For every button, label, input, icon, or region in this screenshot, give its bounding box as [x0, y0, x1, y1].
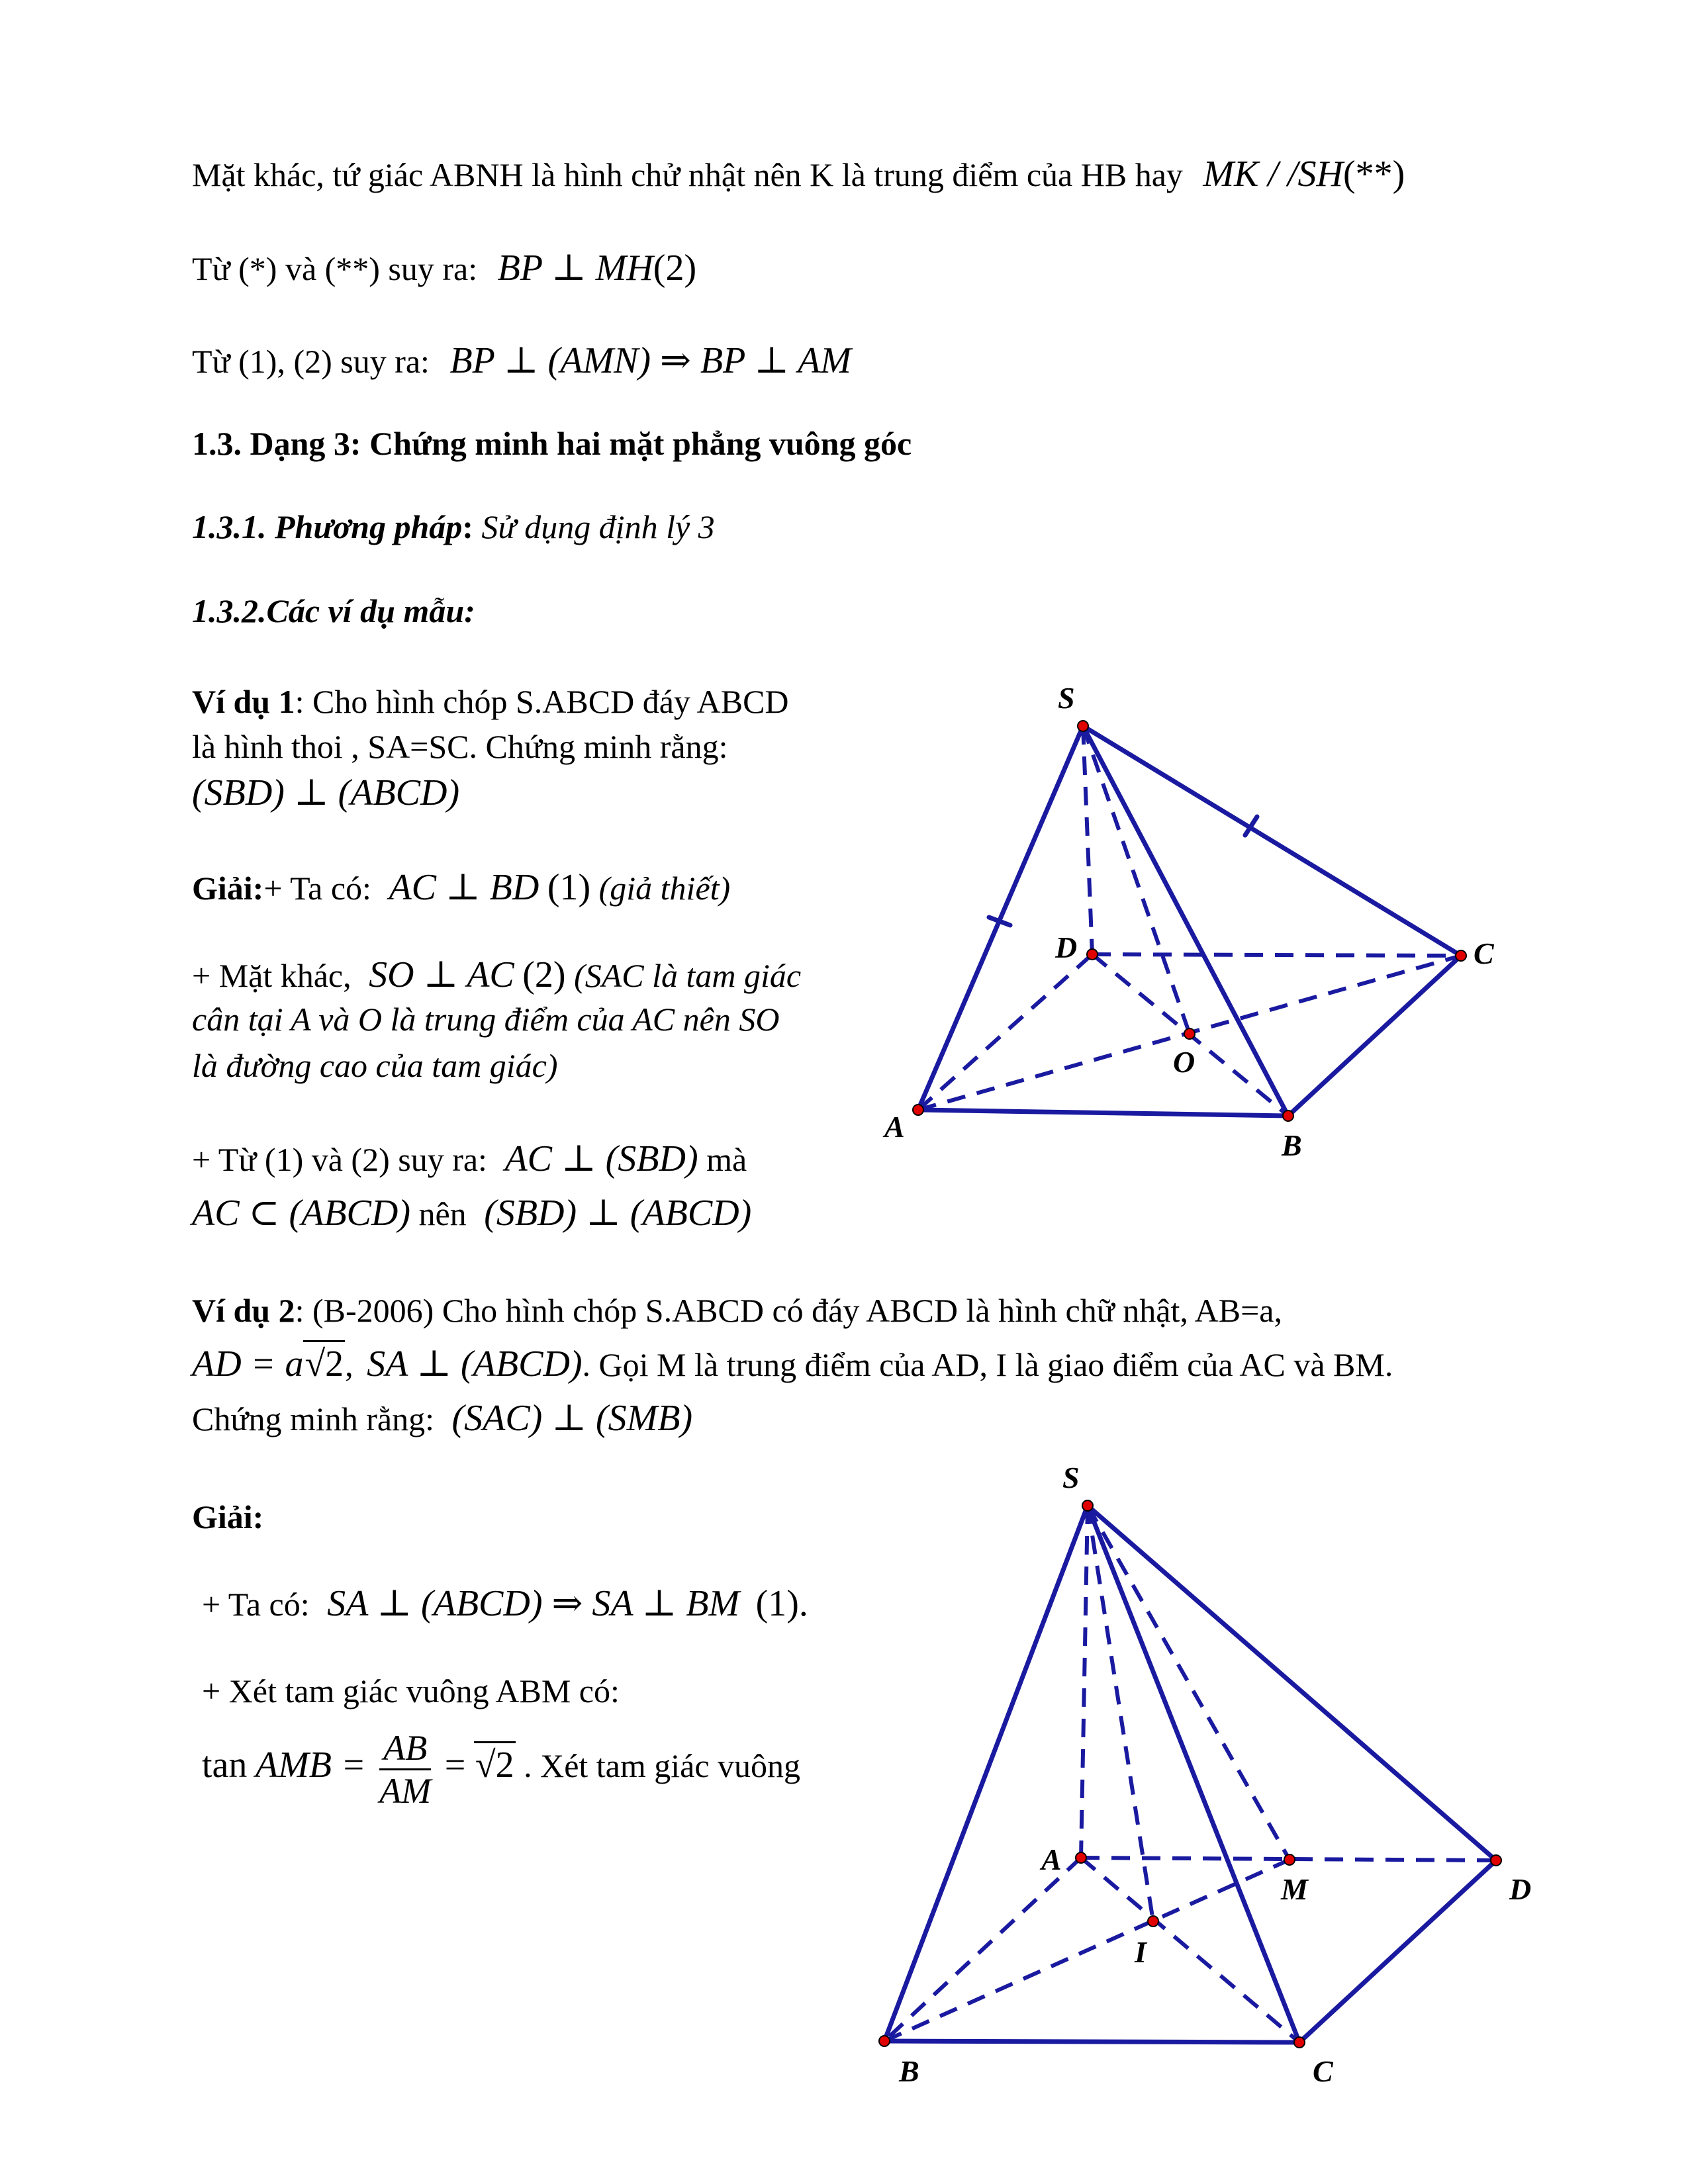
- ex1-sol-text: + Ta có:: [263, 870, 371, 907]
- ex1-s4-word: nên: [418, 1195, 467, 1232]
- ex2-s1-text: + Ta có:: [202, 1586, 310, 1623]
- ex1-s3-text: + Từ (1) và (2) suy ra:: [192, 1141, 487, 1178]
- ex1-s4-math2: (SBD) ⊥ (ABCD): [484, 1193, 752, 1234]
- ex2-ad-root-value: 2: [325, 1343, 344, 1385]
- ex2-line2: AD = a√2, SA ⊥ (ABCD). Gọi M là trung điểm của AD, I là giao điểm của AC và BM.: [192, 1340, 1393, 1387]
- fig1-label-O: O: [1173, 1045, 1196, 1079]
- p2-text: Từ (*) và (**) suy ra:: [192, 250, 478, 287]
- fig2-point-D: [1491, 1855, 1501, 1866]
- ex2-solution-line2: + Xét tam giác vuông ABM có:: [202, 1672, 620, 1709]
- ex1-s2-tag: (2): [522, 954, 566, 995]
- ex2-line3-math: (SAC) ⊥ (SMB): [451, 1398, 693, 1439]
- fig2-label-A: A: [1041, 1843, 1062, 1876]
- fig2-edge-AB: [884, 1858, 1081, 2041]
- ex1-s2-note2: cân tại A và O là trung điểm của AC nên SO: [192, 1001, 780, 1038]
- method-label: 1.3.1. Phương pháp: [192, 508, 463, 545]
- ex1-s2-text: + Mặt khác,: [192, 957, 352, 994]
- ex1-line3: (SBD) ⊥ (ABCD): [192, 772, 460, 813]
- fig2-point-A: [1076, 1852, 1086, 1863]
- ex2-tan-angle: AMB =: [255, 1745, 366, 1786]
- fig1-label-A: A: [884, 1110, 905, 1144]
- ex1-sol-label: Giải:: [192, 870, 264, 907]
- fig2-point-M: [1284, 1854, 1295, 1865]
- ex2-s1-math: SA ⊥ (ABCD) ⇒ SA ⊥ BM: [327, 1583, 740, 1624]
- p3-text: Từ (1), (2) suy ra:: [192, 343, 430, 380]
- ex1-label: Ví dụ 1: [192, 683, 295, 720]
- ex1-text1: Cho hình chóp S.ABCD đáy ABCD: [312, 683, 789, 720]
- ex2-tan-eq: =: [444, 1745, 466, 1786]
- ex2-frac-den: AM: [379, 1771, 432, 1811]
- p1-tag: (**): [1342, 154, 1405, 195]
- ex2-ad-math: AD = a: [192, 1343, 304, 1385]
- section-title: Dạng 3: Chứng minh hai mặt phẳng vuông góc: [250, 425, 912, 462]
- fig1-label-C: C: [1474, 936, 1494, 970]
- fig2-point-B: [879, 2036, 890, 2046]
- ex1-s2-math: SO ⊥ AC: [369, 954, 514, 995]
- ex1-s2-note3: là đường cao của tam giác): [192, 1047, 558, 1084]
- fig2-edge-SC: [1088, 1506, 1299, 2042]
- ex2-tan-root: √2: [474, 1741, 516, 1788]
- ex2-s1-tag: (1).: [755, 1583, 808, 1624]
- ex2-tan-text: tan: [202, 1745, 248, 1786]
- ex2-frac-num: AB: [379, 1727, 431, 1770]
- section-number: 1.3.: [192, 425, 242, 462]
- ex1-line1: Ví dụ 1: Cho hình chóp S.ABCD đáy ABCD: [192, 683, 789, 720]
- ex1-sol-math: AC ⊥ BD: [389, 867, 539, 908]
- ex1-s3-word: mà: [706, 1141, 747, 1178]
- fig2-label-I: I: [1135, 1935, 1147, 1969]
- fig2-edge-BC: [884, 2041, 1299, 2042]
- fig2-edge-SM: [1088, 1506, 1289, 1860]
- ex2-line2-rest: . Gọi M là trung điểm của AD, I là giao điểm của AC và BM.: [582, 1346, 1393, 1383]
- fig1-label-D: D: [1055, 931, 1078, 964]
- fig2-label-D: D: [1509, 1872, 1532, 1906]
- subsection-examples: 1.3.2.Các ví dụ mẫu:: [192, 592, 475, 629]
- fig2-edge-AC: [1081, 1858, 1299, 2042]
- fig2-edge-SD: [1088, 1506, 1496, 1860]
- fig2-point-S: [1082, 1500, 1093, 1511]
- fig1-label-S: S: [1058, 681, 1075, 715]
- p1-text: Mặt khác, tứ giác ABNH là hình chử nhật nên K là trung điểm của HB hay: [192, 156, 1183, 193]
- ex2-label: Ví dụ 2: [192, 1292, 295, 1329]
- ex1-s4-math1: AC ⊂ (ABCD): [192, 1193, 410, 1234]
- ex2-tan-root-value: 2: [495, 1745, 514, 1786]
- p2-math: BP ⊥ MH: [497, 248, 653, 289]
- fig2-label-C: C: [1313, 2054, 1333, 2088]
- ex1-sol-tag: (1): [547, 867, 591, 908]
- fig2-point-I: [1148, 1916, 1158, 1927]
- ex2-ad-root: √2: [303, 1340, 345, 1387]
- fig2-label-M: M: [1281, 1872, 1308, 1906]
- ex2-text1: (B-2006) Cho hình chóp S.ABCD có đáy ABCD là hình chữ nhật, AB=a,: [312, 1292, 1282, 1329]
- fig2-label-B: B: [899, 2054, 919, 2088]
- ex2-line1: Ví dụ 2: (B-2006) Cho hình chóp S.ABCD có đáy ABCD là hình chữ nhật, AB=a,: [192, 1292, 1282, 1329]
- ex2-line3-text: Chứng minh rằng:: [192, 1400, 434, 1437]
- ex2-tan-rest: . Xét tam giác vuông: [524, 1747, 801, 1785]
- fig2-edge-SA: [1081, 1506, 1088, 1858]
- p2-tag: (2): [653, 248, 697, 289]
- ex2-solution-label: Giải:: [192, 1498, 264, 1535]
- fig2-label-S: S: [1062, 1461, 1080, 1494]
- p1-math: MK / /SH: [1203, 154, 1343, 195]
- subsection-method: 1.3.1. Phương pháp: Sử dụng định lý 3: [192, 508, 715, 545]
- method-text: Sử dụng định lý 3: [481, 508, 715, 545]
- p3-math: BP ⊥ (AMN) ⇒ BP ⊥ AM: [449, 340, 851, 381]
- ex2-sa-math: SA ⊥ (ABCD): [367, 1343, 583, 1385]
- fig2-edge-SB: [884, 1506, 1088, 2041]
- fig2-point-C: [1294, 2037, 1305, 2048]
- ex1-sol-note: (giả thiết): [598, 870, 731, 907]
- fig2-edge-CD: [1299, 1860, 1496, 2042]
- ex1-s3-math: AC ⊥ (SBD): [504, 1138, 698, 1179]
- ex1-line2: là hình thoi , SA=SC. Chứng minh rằng:: [192, 728, 728, 765]
- ex1-s2-note1: (SAC là tam giác: [574, 957, 802, 994]
- fig1-label-B: B: [1282, 1128, 1302, 1162]
